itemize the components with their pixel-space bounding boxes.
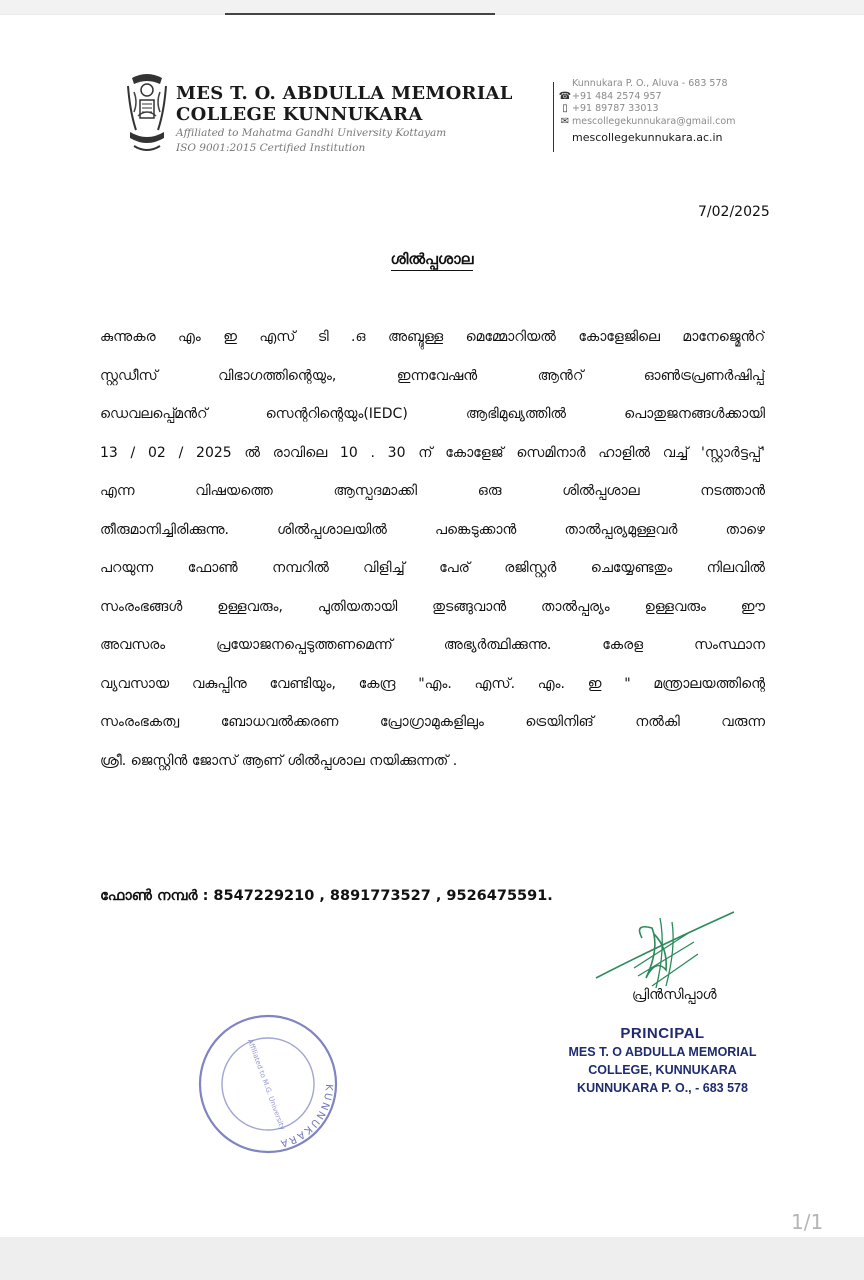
mobile-row [558,103,735,116]
header-divider [553,82,554,152]
seal-inner-text: Affiliated to M.G. University [245,1038,287,1132]
body-line: ശ്രീ. ജെസ്റ്റിൻ ജോസ് ആണ് ശിൽപ്പശാല നയിക്കുന്നത് . [100,752,458,769]
body-line: വ്യവസായ വകുപ്പിനു വേണ്ടിയും, കേന്ദ്ര "എം. എസ്. എം. ഇ " മന്ത്രാലയത്തിന്റെ [100,675,765,692]
letter-date: 7/02/2025 [698,204,770,220]
stamp-title: PRINCIPAL [620,1025,705,1042]
page-indicator: 1/1 [791,1210,824,1234]
body-line: 13 / 02 / 2025 ൽ രാവിലെ 10 . 30 ന് കോളേജ് സെമിനാർ ഹാളിൽ വച്ച് 'സ്റ്റാർട്ടപ്പ്' [100,444,765,461]
address-text: Kunnukara P. O., Aluva - 683 578 [572,78,728,89]
seal-ring-text: KUNNUKARA [277,1083,335,1149]
iso-text: ISO 9001:2015 Certified Institution [176,142,366,154]
body-line: പറയുന്ന ഫോൺ നമ്പറിൽ വിളിച്ച് പേര് രജിസ്റ്റർ ചെയ്യേണ്ടതും നിലവിൽ [100,560,765,576]
viewer-top-bar [0,0,864,14]
affiliation-text: Affiliated to Mahatma Gandhi University Kottayam [176,127,447,139]
address-row [558,78,735,91]
mobile-icon: ▯ [562,103,568,114]
mail-icon: ✉ [560,115,570,127]
stamp-line-2: COLLEGE, KUNNUKARA [588,1063,737,1077]
phone-row [558,91,735,104]
email-row [558,116,735,129]
phone-numbers: ഫോൺ നമ്പർ : 8547229210 , 8891773527 , 9526475591. [100,888,553,904]
college-name [176,83,513,125]
college-crest-icon [124,72,170,158]
body-line: സ്റ്റഡീസ് വിഭാഗത്തിന്റെയും, ഇന്നവേഷൻ ആൻറ് ഓൺട്രപ്രണർഷിപ്പ് [100,367,765,384]
body-line: സംരംഭകത്വ ബോധവൽക്കരണ പ്രോഗ്രാമുകളിലും ട്രെയിനിങ് നൽകി വരുന്ന [100,714,765,730]
website-row [558,132,735,145]
body-line: സംരംഭങ്ങൾ ഉള്ളവരും, പുതിയതായി തുടങ്ങുവാൻ താൽപ്പര്യം ഉള്ളവരും ഈ [100,598,765,615]
body-line: ഡെവലപ്പ്മെൻറ് സെന്ററിന്റെയും(IEDC) ആഭിമുഖ്യത്തിൽ പൊതുജനങ്ങൾക്കായി [100,406,765,422]
contact-block [558,78,735,145]
college-name-line-1: MES T. O. ABDULLA MEMORIAL [176,83,513,104]
signature-label: പ്രിൻസിപ്പാൾ [632,987,717,1003]
phone-icon: ☎ [558,90,572,102]
viewer-bottom-bar [0,1237,864,1280]
affiliation-block [176,126,446,156]
college-name-line-2: COLLEGE KUNNUKARA [176,104,423,125]
mobile-text: +91 89787 33013 [572,103,659,114]
letter-title [0,250,864,268]
body-line: തീരുമാനിച്ചിരിക്കുന്നു. ശിൽപ്പശാലയിൽ പങ്കെടുക്കാൻ താൽപ്പര്യമുള്ളവർ താഴെ [100,521,765,538]
phone-text: +91 484 2574 957 [572,90,662,102]
principal-stamp [540,1025,785,1097]
college-seal [193,1012,343,1157]
letter-body [100,318,765,780]
email-text: mescollegekunnukara@gmail.com [572,115,736,127]
body-line: എന്ന വിഷയത്തെ ആസ്പദമാക്കി ഒരു ശിൽപ്പശാല നടത്താൻ [100,483,765,499]
stamp-line-1: MES T. O ABDULLA MEMORIAL [568,1045,757,1059]
body-line: കുന്നുകര എം ഇ എസ് ടി .ഒ അബ്ദുള്ള മെമ്മോറിയൽ കോളേജിലെ മാനേജ്മെൻറ് [100,329,765,345]
body-line: അവസരം പ്രയോജനപ്പെടുത്തണമെന്ന് അഭ്യർത്ഥിക്കുന്നു. കേരള സംസ്ഥാന [100,637,765,653]
website-text: mescollegekunnukara.ac.in [572,131,723,144]
stamp-line-3: KUNNUKARA P. O., - 683 578 [577,1081,748,1095]
letter-title-text: ശിൽപ്പശാല [391,250,474,271]
